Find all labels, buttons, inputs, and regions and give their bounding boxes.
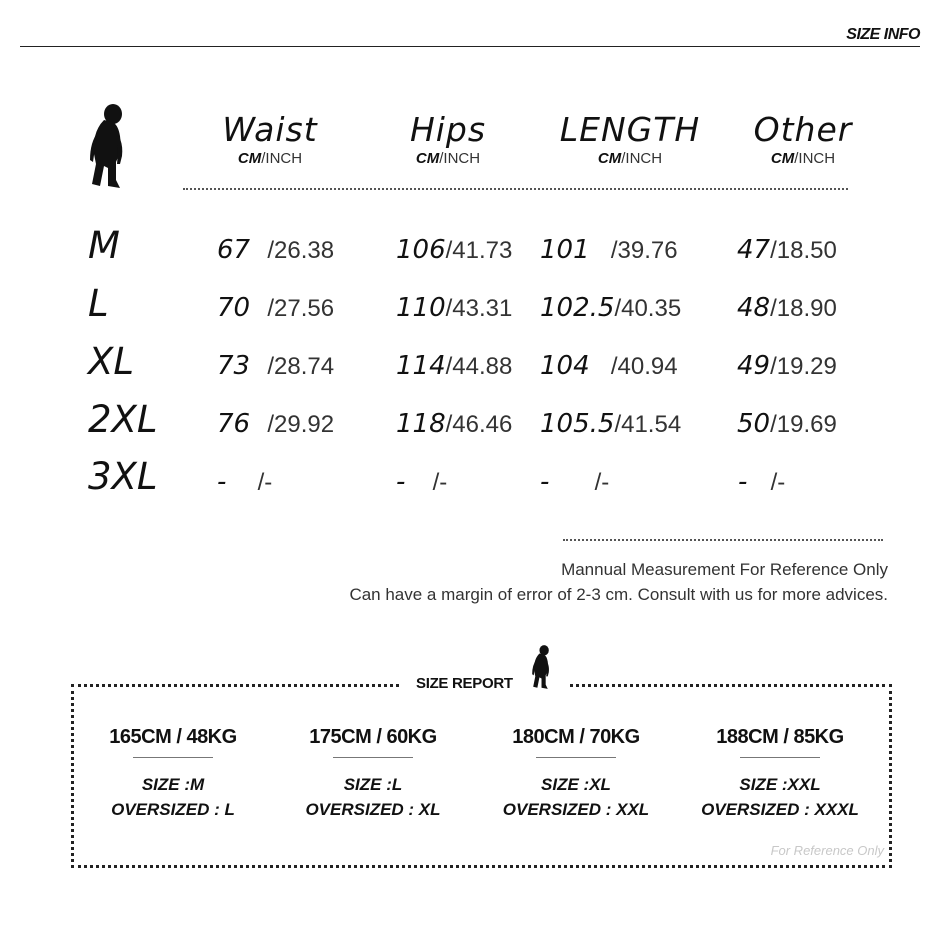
oversized-value: OVERSIZED : XXXL (701, 800, 859, 819)
inch-value: /18.50 (770, 237, 837, 264)
report-entry (73, 726, 273, 822)
col-head-waist (200, 112, 340, 167)
unit-inch: /INCH (621, 150, 663, 167)
header-divider (20, 46, 920, 47)
margin-note: Can have a margin of error of 2-3 cm. Consult with us for more advices. (349, 585, 888, 604)
unit-inch: /INCH (261, 150, 303, 167)
col-name: Hips (409, 110, 487, 149)
oversized-value: OVERSIZED : L (111, 800, 235, 819)
unit-cm: CM (770, 150, 795, 167)
report-entry (273, 726, 473, 822)
height-weight: 180CM / 70KG (512, 726, 640, 748)
table-cell (540, 292, 681, 323)
inch-value: /- (257, 469, 273, 496)
size-value: SIZE :M (141, 775, 205, 794)
report-entry (680, 726, 880, 822)
table-cell (217, 466, 272, 497)
inch-value: /46.46 (445, 411, 513, 438)
inch-value: /39.76 (610, 237, 678, 264)
col-name: Waist (222, 110, 318, 149)
inch-value: /19.29 (770, 353, 837, 380)
table-cell (540, 466, 609, 497)
report-entry (476, 726, 676, 822)
unit-cm: CM (237, 150, 262, 167)
col-unit (378, 150, 518, 167)
table-cell (737, 408, 837, 439)
size-label: 3XL (88, 455, 158, 498)
cm-value: 102.5 (540, 293, 615, 323)
col-name: Other (753, 110, 853, 149)
size-value: SIZE :XXL (739, 775, 821, 794)
cm-value: 48 (737, 293, 771, 323)
inch-value: /- (432, 469, 448, 496)
table-cell (396, 466, 447, 497)
table-cell (217, 292, 334, 323)
inch-value: /- (770, 469, 786, 496)
table-cell (540, 408, 681, 439)
col-unit (550, 150, 710, 167)
underline (133, 757, 213, 758)
cm-value: - (738, 467, 748, 497)
table-cell (396, 292, 512, 323)
inch-value: /27.56 (267, 295, 335, 322)
unit-cm: CM (415, 150, 440, 167)
table-cell (540, 234, 678, 265)
size-value: SIZE :L (343, 775, 403, 794)
inch-value: /26.38 (267, 237, 335, 264)
height-weight: 165CM / 48KG (109, 726, 237, 748)
underline (740, 757, 820, 758)
unit-inch: /INCH (794, 150, 836, 167)
cm-value: - (217, 467, 227, 497)
table-cell (396, 408, 512, 439)
inch-value: /- (594, 469, 610, 496)
cm-value: 49 (737, 351, 771, 381)
inch-value: /18.90 (770, 295, 837, 322)
table-cell (217, 234, 334, 265)
table-cell (396, 234, 512, 265)
inch-value: /28.74 (267, 353, 335, 380)
col-unit (733, 150, 873, 167)
table-cell (737, 234, 837, 265)
inch-value: /43.31 (445, 295, 513, 322)
cm-value: 104 (540, 351, 590, 381)
dotted-divider (183, 188, 848, 190)
page-title: SIZE INFO (846, 26, 920, 43)
size-value: SIZE :XL (541, 775, 611, 794)
inch-value: /41.73 (445, 237, 513, 264)
inch-value: /29.92 (267, 411, 335, 438)
inch-value: /19.69 (770, 411, 837, 438)
cm-value: 105.5 (540, 409, 615, 439)
height-weight: 188CM / 85KG (716, 726, 844, 748)
cm-value: - (396, 467, 406, 497)
cm-value: - (540, 467, 550, 497)
cm-value: 73 (217, 351, 251, 381)
col-unit (200, 150, 340, 167)
size-label: M (88, 224, 120, 267)
unit-inch: /INCH (439, 150, 481, 167)
table-cell (737, 292, 837, 323)
size-label: XL (88, 340, 134, 383)
height-weight: 175CM / 60KG (309, 726, 437, 748)
cm-value: 70 (217, 293, 251, 323)
underline (333, 757, 413, 758)
col-head-other (733, 112, 873, 167)
col-name: LENGTH (559, 110, 701, 149)
col-head-hips (378, 112, 518, 167)
size-label: L (88, 282, 109, 325)
ape-figure-icon (528, 642, 554, 692)
report-title: SIZE REPORT (416, 675, 513, 692)
table-cell (217, 408, 334, 439)
cm-value: 50 (737, 409, 771, 439)
oversized-value: OVERSIZED : XXL (502, 800, 650, 819)
table-cell (396, 350, 512, 381)
cm-value: 110 (396, 293, 446, 323)
cm-value: 118 (396, 409, 446, 439)
measurement-note: Mannual Measurement For Reference Only (561, 560, 888, 579)
reference-footnote: For Reference Only (770, 843, 884, 858)
cm-value: 67 (217, 235, 251, 265)
ape-figure-icon (82, 102, 132, 190)
dotted-divider (563, 539, 883, 541)
cm-value: 114 (396, 351, 446, 381)
cm-value: 106 (396, 235, 446, 265)
table-cell (540, 350, 678, 381)
inch-value: /41.54 (614, 411, 682, 438)
cm-value: 76 (217, 409, 251, 439)
oversized-value: OVERSIZED : XL (305, 800, 441, 819)
col-head-length (550, 112, 710, 167)
size-label: 2XL (88, 398, 158, 441)
table-cell (217, 350, 334, 381)
underline (536, 757, 616, 758)
table-cell (738, 466, 785, 497)
unit-cm: CM (597, 150, 622, 167)
cm-value: 47 (737, 235, 771, 265)
inch-value: /40.94 (610, 353, 678, 380)
table-cell (737, 350, 837, 381)
inch-value: /44.88 (445, 353, 513, 380)
cm-value: 101 (540, 235, 590, 265)
inch-value: /40.35 (614, 295, 682, 322)
